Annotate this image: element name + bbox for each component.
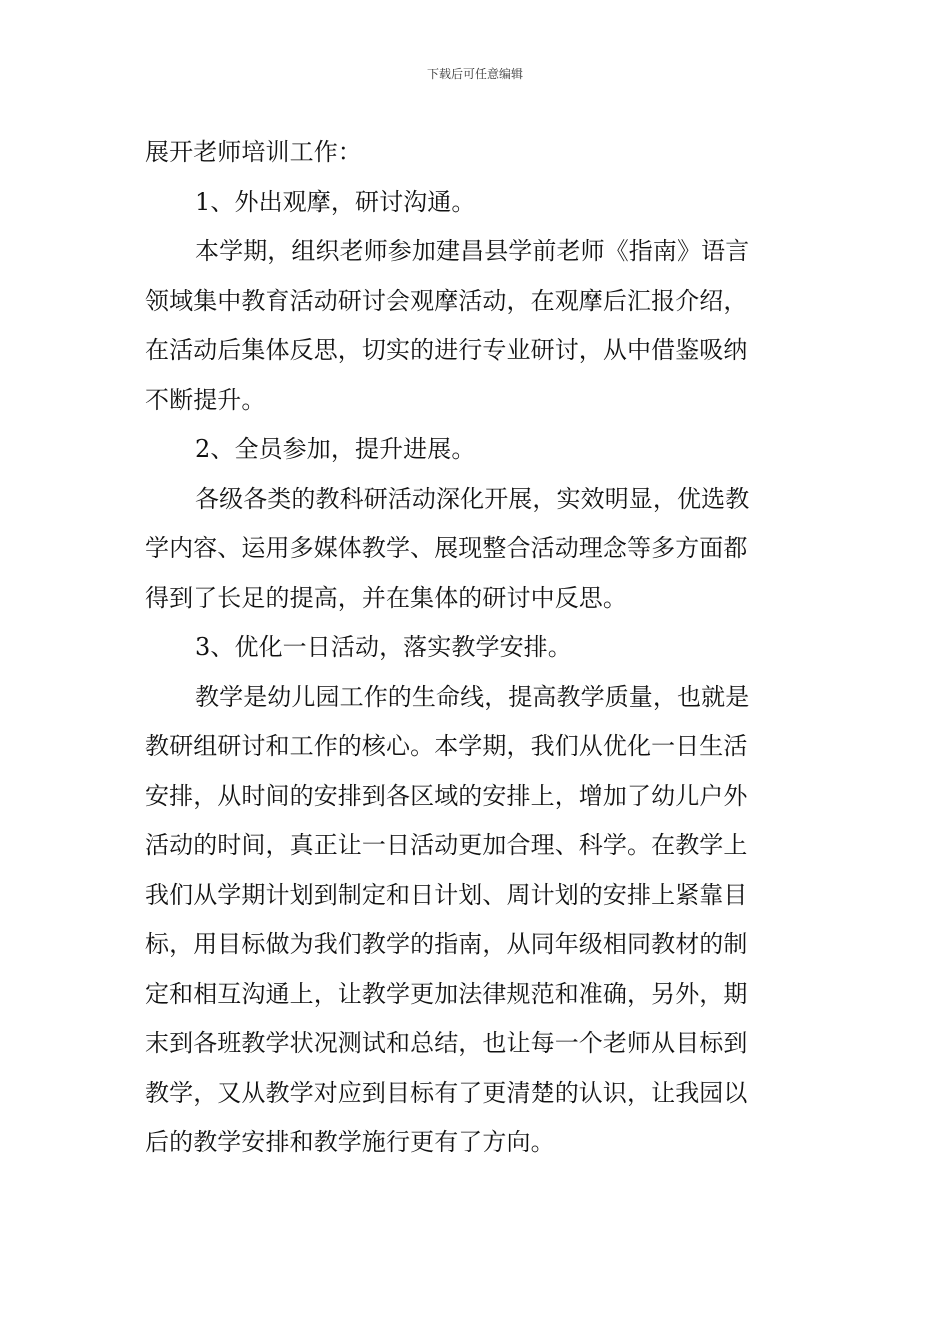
body-line: 教学，又从教学对应到目标有了更清楚的认识，让我园以 bbox=[145, 1078, 748, 1107]
body-line: 末到各班教学状况测试和总结，也让每一个老师从目标到 bbox=[145, 1029, 748, 1057]
body-line: 领域集中教育活动研讨会观摩活动，在观摩后汇报介绍， bbox=[145, 286, 748, 315]
body-line: 教学是幼儿园工作的生命线，提高教学质量，也就是 bbox=[195, 682, 750, 711]
document-body bbox=[145, 128, 810, 1168]
body-line: 我们从学期计划到制定和日计划、周计划的安排上紧靠目 bbox=[145, 880, 748, 909]
body-line: 标，用目标做为我们教学的指南，从同年级相同教材的制 bbox=[145, 930, 748, 958]
body-line: 得到了长足的提高，并在集体的研讨中反思。 bbox=[145, 583, 627, 612]
body-line: 安排，从时间的安排到各区域的安排上，增加了幼儿户外 bbox=[145, 781, 748, 810]
body-line: 学内容、运用多媒体教学、展现整合活动理念等多方面都 bbox=[145, 534, 748, 562]
body-line: 活动的时间，真正让一日活动更加合理、科学。在教学上 bbox=[145, 831, 748, 859]
page-header-note: 下载后可任意编辑 bbox=[426, 67, 523, 81]
body-line: 本学期，组织老师参加建昌县学前老师《指南》语言 bbox=[195, 237, 750, 265]
body-line: 各级各类的教科研活动深化开展，实效明显，优选教 bbox=[195, 484, 750, 513]
body-line: 教研组研讨和工作的核心。本学期，我们从优化一日生活 bbox=[145, 732, 748, 760]
section-heading-1: 1、外出观摩，研讨沟通。 bbox=[195, 187, 476, 216]
section-heading-2: 2、全员参加，提升进展。 bbox=[195, 435, 476, 463]
section-heading-3: 3、优化一日活动，落实教学安排。 bbox=[195, 633, 572, 661]
body-line: 在活动后集体反思，切实的进行专业研讨，从中借鉴吸纳 bbox=[145, 336, 748, 364]
body-line: 定和相互沟通上，让教学更加法律规范和准确，另外，期 bbox=[145, 979, 748, 1008]
body-line: 展开老师培训工作： bbox=[145, 138, 362, 166]
body-line: 后的教学安排和教学施行更有了方向。 bbox=[145, 1128, 555, 1156]
body-line: 不断提升。 bbox=[145, 385, 266, 414]
